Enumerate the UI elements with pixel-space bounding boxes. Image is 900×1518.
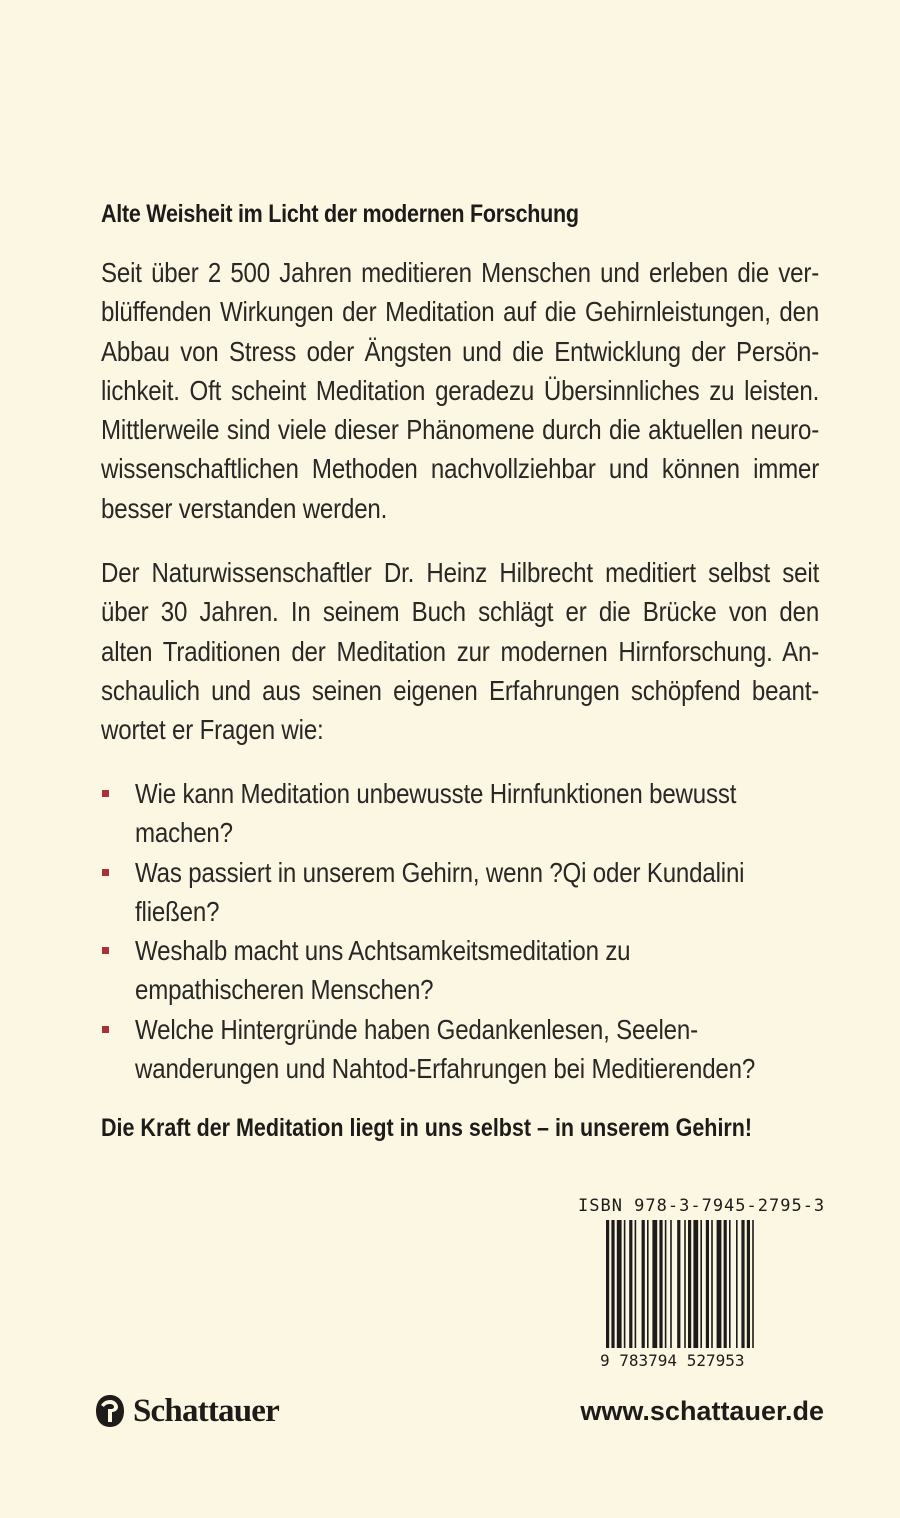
bullet-square-icon: [102, 869, 109, 876]
list-item-text: [135, 774, 875, 853]
barcode-bar: [677, 1220, 680, 1360]
list-item: [101, 1010, 861, 1089]
barcode-bar: [711, 1220, 713, 1360]
list-item-text: [135, 931, 875, 1010]
list-item-text: [135, 1010, 875, 1089]
barcode-bar: [700, 1220, 702, 1360]
list-item: [101, 931, 861, 1010]
barcode-bar: [717, 1220, 722, 1360]
barcode-bar: [729, 1220, 731, 1360]
barcode-bar: [670, 1220, 672, 1360]
text-line: Mittlerweile sind viele dieser Phänomene durch die aktuellen neuro-: [101, 414, 820, 446]
text-line: wortet er Fragen wie:: [101, 714, 324, 746]
barcode-bar: [635, 1220, 637, 1360]
text-line: Der Naturwissenschaftler Dr. Heinz Hilbrecht meditiert selbst seit: [101, 557, 820, 588]
barcode-bar: [606, 1220, 609, 1360]
text-line: Abbau von Stress oder Ängsten und die Entwicklung der Persön-: [101, 335, 820, 367]
text-line: Wie kann Meditation unbewusste Hirnfunktionen bewusst: [135, 778, 737, 809]
publisher-name: Schattauer: [133, 1392, 279, 1429]
text-line: über 30 Jahren. In seinem Buch schlägt er die Brücke von den: [101, 596, 820, 628]
text-line: machen?: [135, 817, 233, 849]
barcode-bar: [747, 1220, 750, 1360]
bullet-square-icon: [102, 947, 109, 954]
text-line: schaulich und aus seinen eigenen Erfahrungen schöpfend beant-: [101, 674, 820, 706]
barcode-bar: [724, 1220, 727, 1360]
bullet-square-icon: [102, 790, 109, 797]
closing-statement: Die Kraft der Meditation liegt in uns selbst – in unserem Gehirn!: [101, 1114, 753, 1142]
text-line: Welche Hintergründe haben Gedankenlesen, Seelen-: [135, 1013, 698, 1045]
text-line: besser verstanden werden.: [101, 492, 388, 524]
barcode-bar: [647, 1220, 649, 1360]
text-line: Weshalb macht uns Achtsamkeitsmeditation zu: [135, 935, 631, 967]
barcode-digits: 9 783794 527953: [600, 1351, 745, 1370]
barcode-bar: [652, 1220, 657, 1360]
barcode-bars: [606, 1220, 754, 1360]
list-item: [101, 853, 861, 932]
text-line: Seit über 2 500 Jahren meditieren Menschen und erleben die ver-: [101, 257, 820, 288]
barcode-bar: [688, 1220, 691, 1360]
isbn-label: ISBN 978-3-7945-2795-3: [578, 1196, 826, 1216]
barcode-bar: [617, 1220, 622, 1360]
publisher-website-link[interactable]: www.schattauer.de: [580, 1396, 824, 1426]
text-line: alten Traditionen der Meditation zur modernen Hirnforschung. An-: [101, 635, 820, 667]
list-item-text: [135, 853, 875, 932]
barcode-bar: [752, 1220, 754, 1360]
list-item: [101, 774, 861, 853]
text-line: blüffenden Wirkungen der Meditation auf die Gehirnleistungen, den: [101, 296, 820, 328]
barcode-bar: [693, 1220, 698, 1360]
barcode-bar: [659, 1220, 662, 1360]
cover-heading: Alte Weisheit im Licht der modernen Forschung: [101, 200, 579, 228]
publisher-emblem-icon: [93, 1392, 127, 1430]
barcode-bar: [684, 1220, 686, 1360]
text-line: empathischeren Menschen?: [135, 974, 434, 1006]
barcode-bar: [736, 1220, 738, 1360]
publisher-logo: [93, 1390, 279, 1432]
text-line: Was passiert in unserem Gehirn, wenn ?Qi oder Kundalini: [135, 856, 745, 888]
barcode-bar: [624, 1220, 626, 1360]
barcode-bar: [741, 1220, 744, 1360]
barcode-bar: [706, 1220, 709, 1360]
barcode-bar: [665, 1220, 667, 1360]
barcode-bar: [629, 1220, 632, 1360]
intro-paragraph: [101, 253, 819, 528]
bullet-square-icon: [102, 1026, 109, 1033]
isbn-barcode: [598, 1220, 798, 1370]
barcode-bar: [611, 1220, 614, 1360]
text-line: wissenschaftlichen Methoden nachvollziehbar und können immer: [101, 453, 820, 485]
author-paragraph: [101, 553, 819, 749]
barcode-bar: [642, 1220, 645, 1360]
text-line: wanderungen und Nahtod-Erfahrungen bei Meditierenden?: [135, 1053, 756, 1085]
text-line: fließen?: [135, 895, 220, 927]
text-line: lichkeit. Oft scheint Meditation geradezu Übersinnliches zu leisten.: [101, 374, 820, 406]
question-list: [101, 774, 861, 1088]
